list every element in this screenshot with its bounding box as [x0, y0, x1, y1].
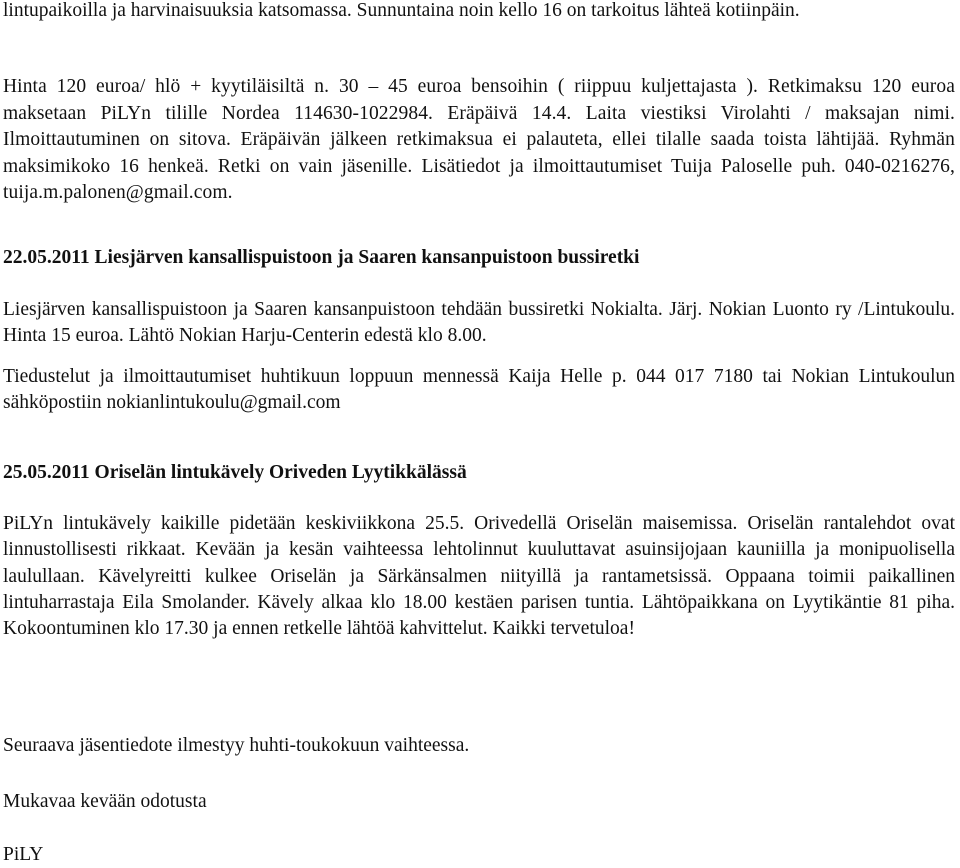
event-heading-oriselka: 25.05.2011 Oriselän lintukävely Oriveden Lyytikkälässä [3, 462, 467, 483]
event-body-oriselka: PiLYn lintukävely kaikille pidetään keskiviikkona 25.5. Orivedellä Oriselän maisemissa. Oriselän rantalehdot ovat linnustollisesti rikkaat. Kevään ja kesän vaihteessa lehtolinnut kuuluttavat asuinsijojaan kauniilla ja monipuolisella laulullaan. Kävelyreitti kulkee Oriselän ja Särkänsalmen niityillä ja rantametsissä. Oppaana toimii paikallinen lintuharrastaja Eila Smolander. Kävely alkaa klo 18.00 kestäen parisen tuntia. Lähtöpaikkana on Lyytikäntie 81 piha. Kokoontuminen klo 17.30 ja ennen retkelle lähtöä kahvittelut. Kaikki tervetuloa! [3, 513, 955, 640]
trip-continuation-paragraph: lintupaikoilla ja harvinaisuuksia katsomassa. Sunnuntaina noin kello 16 on tarkoitus lähteä kotiinpäin. [3, 0, 800, 21]
greeting-line: Mukavaa kevään odotusta [3, 791, 207, 812]
event-body-liesjarvi: Liesjärven kansallispuistoon ja Saaren kansanpuistoon tehdään bussiretki Nokialta. Järj. Nokian Luonto ry /Lintukoulu. Hinta 15 euroa. Lähtö Nokian Harju-Centerin edestä klo 8.00. [3, 299, 955, 347]
trip-payment-paragraph: Hinta 120 euroa/ hlö + kyytiläisiltä n. 30 – 45 euroa bensoihin ( riippuu kuljettajasta ). Retkimaksu 120 euroa maksetaan PiLYn tilille Nordea 114630-1022984. Eräpäivä 14.4. Laita viestiksi Virolahti / maksajan nimi. Ilmoittautuminen on sitova. Eräpäivän jälkeen retkimaksua ei palauteta, ellei tilalle saada toista lähtijää. Ryhmän maksimikoko 16 henkeä. Retki on vain jäsenille. Lisätiedot ja ilmoittautumiset Tuija Paloselle puh. 040-0216276, tuija.m.palonen@gmail.com. [3, 76, 955, 203]
event-heading-liesjarvi: 22.05.2011 Liesjärven kansallispuistoon ja Saaren kansanpuistoon bussiretki [3, 247, 640, 268]
next-issue-note: Seuraava jäsentiedote ilmestyy huhti-toukokuun vaihteessa. [3, 735, 470, 756]
event-contact-liesjarvi: Tiedustelut ja ilmoittautumiset huhtikuun loppuun mennessä Kaija Helle p. 044 017 7180 tai Nokian Lintukoulun sähköpostiin nokianlintukoulu@gmail.com [3, 366, 955, 414]
signature: PiLY [3, 844, 44, 865]
